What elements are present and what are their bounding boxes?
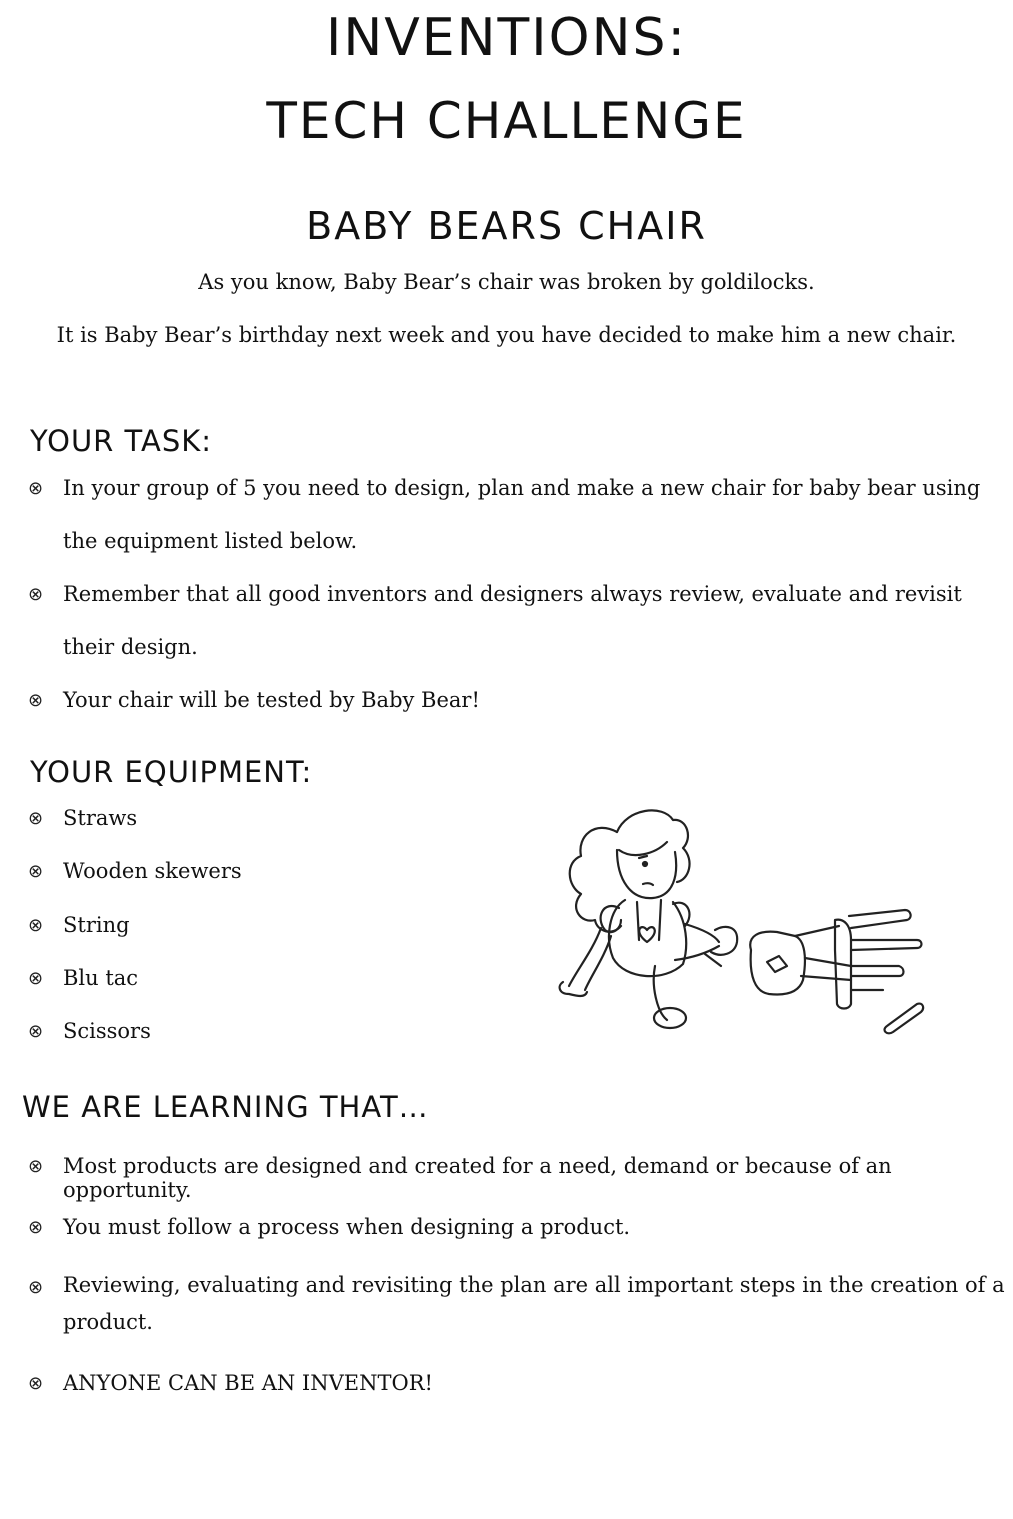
bullet-icon: ⊗ — [28, 861, 44, 882]
equipment-item-text: Wooden skewers — [63, 859, 242, 883]
task-item-text: Remember that all good inventors and designers always review, evaluate and revisit their design. — [63, 582, 962, 659]
bullet-icon: ⊗ — [28, 1021, 44, 1042]
learning-item-text: ANYONE CAN BE AN INVENTOR! — [63, 1371, 433, 1395]
document-subtitle: BABY BEARS CHAIR — [306, 204, 707, 248]
bullet-icon: ⊗ — [28, 915, 44, 936]
bullet-icon: ⊗ — [28, 478, 44, 499]
equipment-heading: YOUR EQUIPMENT: — [30, 755, 313, 789]
equipment-item-text: String — [63, 913, 130, 937]
bullet-icon: ⊗ — [28, 1156, 44, 1177]
bullet-icon: ⊗ — [28, 968, 44, 989]
task-item-text: In your group of 5 you need to design, plan and make a new chair for baby bear using the equipment listed below. — [63, 476, 981, 553]
learning-item-text: Most products are designed and created for a need, demand or because of an opportunity. — [63, 1154, 892, 1202]
learning-heading: WE ARE LEARNING THAT… — [22, 1090, 429, 1124]
bullet-icon: ⊗ — [28, 690, 44, 711]
learning-item-text: Reviewing, evaluating and revisiting the plan are all important steps in the creation of a product. — [63, 1273, 1005, 1334]
document-title-line2: TECH CHALLENGE — [266, 92, 747, 150]
goldilocks-broken-chair-icon — [555, 790, 935, 1035]
bullet-icon: ⊗ — [28, 1217, 44, 1238]
equipment-item-text: Scissors — [63, 1019, 151, 1043]
bullet-icon: ⊗ — [28, 584, 44, 605]
intro-line-2: It is Baby Bear’s birthday next week and you have decided to make him a new chair. — [56, 323, 957, 347]
document-title-line1: INVENTIONS: — [325, 8, 687, 68]
bullet-icon: ⊗ — [28, 1373, 44, 1394]
bullet-icon: ⊗ — [28, 1277, 44, 1298]
intro-line-1: As you know, Baby Bear’s chair was broken by goldilocks. — [198, 270, 815, 294]
task-item-text: Your chair will be tested by Baby Bear! — [63, 688, 480, 712]
equipment-item-text: Straws — [63, 806, 138, 830]
bullet-icon: ⊗ — [28, 808, 44, 829]
task-heading: YOUR TASK: — [30, 424, 213, 458]
learning-item-text: You must follow a process when designing a product. — [63, 1215, 631, 1239]
equipment-item-text: Blu tac — [63, 966, 139, 990]
